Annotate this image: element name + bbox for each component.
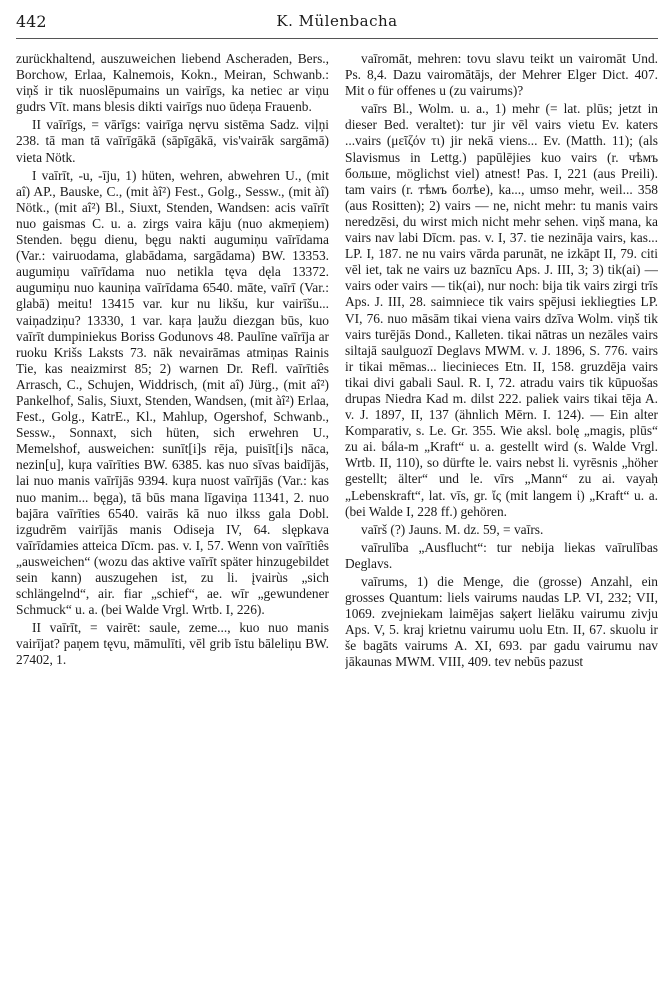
entry-vairums: vaīrums, 1) die Menge, die (grosse) Anzahl, ein grosses Quantum: liels vairums naudas LP. VI, 232; VII, 1069. zvejniekam laimējas saķert lielāku vairumu zivju Aps. V, 5. kraj krietnu vairumu uolu Etn. II, 67. skuolu ir še bagāts vairums A. XI, 693. par gadu vairumu nav jākaunas MWM. VIII, 409. tev nebūs pazust <box>345 574 658 670</box>
page-header <box>16 6 658 39</box>
entry-vairit-ii: II vaīrīt, = vairēt: saule, zeme..., kuo nuo manis vairījat? paņem tęvu, māmulīti, vēl grib īstu bāleliņu BW. 27402, 1. <box>16 620 329 668</box>
right-column <box>345 51 658 981</box>
entry-vairuliba: vaīrulība „Ausflucht“: tur nebija liekas vaīrulības Deglavs. <box>345 539 658 571</box>
entry-vairs-jauns: vaīrš (?) Jauns. M. dz. 59, = vaīrs. <box>361 521 544 537</box>
entry-vairomat: vaīromāt, mehren: tovu slavu teikt un vairomāt Und. Ps. 8,4. Dazu vairomātājs, der Mehrer Elger Dict. 407. Mit o für offenes u (zu vairums)? <box>345 51 658 99</box>
dictionary-page <box>0 6 670 1006</box>
entry-vairigs-ii: II vaīrīgs, = vārīgs: vairīga nęrvu sistēma Sadz. viļņi 238. tā man tā vaīrīgākā (sāpīgākā, vis'vairāk sargāmā) vieta Nötk. <box>16 117 329 165</box>
entry-vairigs-continued: zurückhaltend, auszuweichen liebend Ascheraden, Bers., Borchow, Erlaa, Kalnemois, Kokn., Meiran, Schwanb.: viņš ir tik nuoslēpumains un vairīgs, ka netiec ar viņu gudrs Vīt. mans blesis dikti vairīgs nuo ūdeņa Frauenb. <box>16 51 329 115</box>
running-head: K. Mülenbacha <box>276 12 398 30</box>
entry-vairs: vaīrs Bl., Wolm. u. a., 1) mehr (= lat. plūs; jetzt in dieser Bed. veraltet): tur jir vēl vairs vietu Ev. katers ...vairs (μεῖζόν τι) jir nekā viens... Ev. (Matth. 11); (als Slavismus in Lettg.) papūlējies kuo vairs (r. чѣмъ больше, möglichst viel) atnest! Pas. I, 221 (aus Preili). tam vairs (r. тѣмъ болѣе), ka..., umso mehr, weil... 358 (aus Rositten); 2) vairs — ne, nicht mehr: tu manis vairs neredzēsi, du wirst mich nicht mehr sehen. viņš mana, ka vairs nav labi Dīcm. pas. v. I, 37. tie nezināja vairs, kas... LP. I, 187. ne nu vairs vārda parunāt, ne izkāpt II, 79. citi vēl iet, tak ne vairs uz baznīcu Aps. J. III, 3; 3) tik(ai) — vairs oder vairs — tik(ai), nur noch: bija tik vairs zirgi trīs Aps. J. III, 28. saimniece tik vairs spējusi iekliegties LP. VI, 76. nuo māsām tikai viena vairs dzīva Wolm. viņš tik vairs turējās Dond., Kalleten. tikai nātras un nezāles vairs siltajā saulguozī Deglavs MWM. v. J. 1896, S. 776. vairs ir tikai mēmas... liecinieces Etn. II, 158. gruzdēja vairs tikai divi gabali Saul. R. I, 72. atradu vairs tik kūpuošas drupas Niedra Kad m. dilst 222. paliek vairs tikai tēja A. v. J. 1897, II, 137 (ähnlich Mērn. I. 124). — Ein alter Komparativ, s. Le. Gr. 355. Wie aksl. bolę „magis, plūs“ zu ai. bála-m „Kraft“ u. a. gestellt wird (s. Walde Vrgl. Wrtb. II, 110), so dürfte le. vairs nebst li. vyrēsnis „höher gestellt; älter“ und le. vīrs „Mann“ zu ai. vayaḥ „Lebenskraft“, lat. vīs, gr. ἴς (mit langem ἰ) „Kraft“ u. a. (bei Walde I, 228 ff.) gehören. <box>345 101 658 519</box>
text-columns <box>16 51 658 981</box>
page-number: 442 <box>16 12 47 31</box>
entry-vairit-i: I vaīrīt, -u, -īju, 1) hüten, wehren, abwehren U., (mit aî) AP., Bauske, C., (mit àî²) Fest., Golg., Sessw., (mit àî) Nötk., (mit aî²) Bl., Siuxt, Stenden, Wandsen: acis vaīrīt nuo gaismas C. u. a. zirgs vaira kāju (nuo akmeņiem) Stenden. bęgu dienu, bęgu nakti augumiņu vaīrīdama (Var.: vairuodama, glabādama, sargādama) BW. 13353. augumiņu vaīrīdama nuo netikla tęva dęla 13372. augumiņu nuo kauniņa vaīrīdama 6540. māte, vaīrī (Var.: glabā) meitu! 13415 var. kur nu likšu, kur vairīšu... vaiņadziņu? 13330, 1 var. kaŗa ļaužu diezgan būs, kuo vaīrīt dumpiniekus Boriss Godunovs 48. Paulīne vaīrīja ar ruoku Krišs Laksts 73. nāk nevairāmas atmiņas Rainis Tie, kas neaizmirst 85; 2) warnen Dr. Refl. vaīrītiês Arrasch, C., Schujen, Widdrisch, (mit aî) Jürg., (mit aî²) Pankelhof, Salis, Siuxt, Stenden, Wandsen, (mit àî²) Erlaa, Fest., Golg., KatrE., Kl., Mahlup, Ogershof, Schwanb., Sessw., Sonnaxt, sich hüten, sich erwehren U., Memelshof, ausweichen: sunīt[i]s rēja, puisīt[i]s nāca, nezin[u], kuŗa vaīrīties BW. 6385. kas nuo sīvas baidījās, lai nuo manis vaīrījās 9394. kuŗa nuost vaīrījās (Var.: kas nuo manim... bęga), tā būs mana līgaviņa 11341, 2. nuo bajāra vaīrīties 6540. vairās kā nuo ilkss gala Dobl. izgudrēm vairījās manis Odiseja IV, 64. slępkava vaīrīdamies atteica Dīcm. pas. v. I, 57. Wenn von vaīrītiês „ausweichen“ (wozu das aktive vaīrīt später hinzugebildet sein kann) auszugehen ist, zu li. įvairùs „sich schlängelnd“, air. fiar „schief“, ae. wīr „gewundener Schmuck“ u. a. (bei Walde Vrgl. Wrtb. I, 226). <box>16 167 329 618</box>
left-column <box>16 51 329 981</box>
